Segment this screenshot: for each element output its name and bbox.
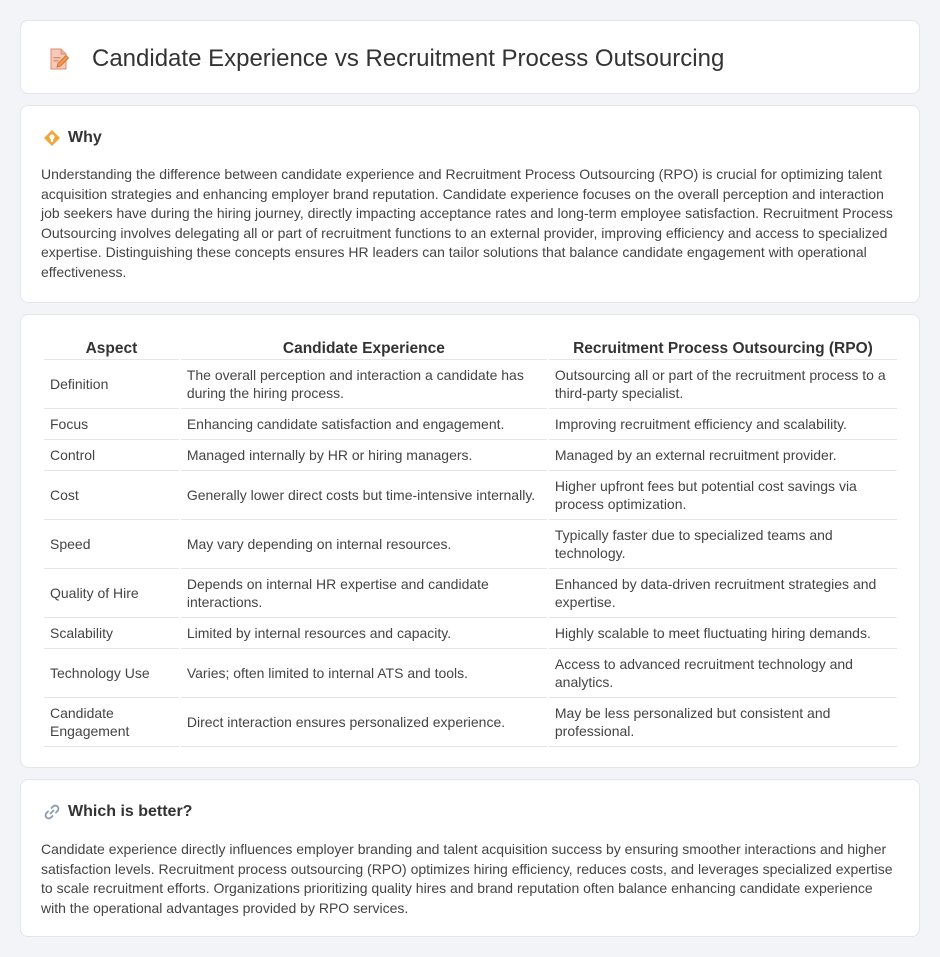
rpo-cell: May be less personalized but consistent and professional.	[549, 698, 897, 747]
aspect-cell: Technology Use	[44, 649, 179, 698]
link-icon	[43, 803, 61, 821]
rpo-cell: Improving recruitment efficiency and scalability.	[549, 409, 897, 440]
candidate-experience-cell: Varies; often limited to internal ATS and tools.	[181, 649, 547, 698]
rpo-cell: Highly scalable to meet fluctuating hiring demands.	[549, 618, 897, 649]
table-row	[44, 409, 897, 440]
rpo-cell: Higher upfront fees but potential cost savings via process optimization.	[549, 471, 897, 520]
rpo-cell: Access to advanced recruitment technology and analytics.	[549, 649, 897, 698]
why-heading-row	[43, 128, 102, 148]
aspect-cell: Focus	[44, 409, 179, 440]
aspect-cell: Quality of Hire	[44, 569, 179, 618]
table-row	[44, 649, 897, 698]
column-header-rpo: Recruitment Process Outsourcing (RPO)	[549, 331, 897, 360]
better-heading: Which is better?	[68, 803, 193, 820]
better-heading-row	[43, 802, 192, 822]
comparison-table-card	[20, 314, 920, 768]
candidate-experience-cell: Depends on internal HR expertise and candidate interactions.	[181, 569, 547, 618]
table-row	[44, 618, 897, 649]
why-text: Understanding the difference between candidate experience and Recruitment Process Outsourcing (RPO) is crucial for optimizing talent acquisition strategies and enhancing employer brand reputation. Candidate experience focuses on the overall perception and interaction job seekers have during the hiring journey, directly impacting acceptance rates and long-term employee satisfaction. Recruitment Process Outsourcing involves delegating all or part of recruitment functions to an external provider, improving efficiency and access to specialized expertise. Distinguishing these concepts ensures HR leaders can tailor solutions that balance candidate engagement with operational effectiveness.	[41, 166, 893, 280]
table-row	[44, 440, 897, 471]
candidate-experience-cell: Managed internally by HR or hiring managers.	[181, 440, 547, 471]
title-card	[20, 20, 920, 94]
aspect-cell: Cost	[44, 471, 179, 520]
better-text: Candidate experience directly influences employer branding and talent acquisition success by ensuring smoother interactions and higher satisfaction levels. Recruitment process outsourcing (RPO) optimizes hiring efficiency, reduces costs, and leverages specialized expertise to scale recruitment efforts. Organizations prioritizing quality hires and brand reputation often balance enhancing candidate experience with the operational advantages provided by RPO services.	[41, 841, 893, 916]
table-row	[44, 569, 897, 618]
which-is-better-section	[20, 779, 920, 937]
table-row	[44, 471, 897, 520]
rpo-cell: Typically faster due to specialized teams and technology.	[549, 520, 897, 569]
aspect-cell: Control	[44, 440, 179, 471]
candidate-experience-cell: Limited by internal resources and capacity.	[181, 618, 547, 649]
column-header-aspect: Aspect	[44, 331, 179, 360]
rpo-cell: Enhanced by data-driven recruitment strategies and expertise.	[549, 569, 897, 618]
rpo-cell: Outsourcing all or part of the recruitment process to a third-party specialist.	[549, 360, 897, 409]
rpo-cell: Managed by an external recruitment provider.	[549, 440, 897, 471]
candidate-experience-cell: Enhancing candidate satisfaction and engagement.	[181, 409, 547, 440]
aspect-cell: Speed	[44, 520, 179, 569]
column-header-candidate-experience: Candidate Experience	[181, 331, 547, 360]
candidate-experience-cell: Direct interaction ensures personalized experience.	[181, 698, 547, 747]
aspect-cell: Candidate Engagement	[44, 698, 179, 747]
aspect-cell: Scalability	[44, 618, 179, 649]
page-title: Candidate Experience vs Recruitment Process Outsourcing	[92, 45, 725, 72]
candidate-experience-cell: The overall perception and interaction a candidate has during the hiring process.	[181, 360, 547, 409]
candidate-experience-cell: May vary depending on internal resources.	[181, 520, 547, 569]
table-row	[44, 698, 897, 747]
why-heading: Why	[68, 129, 102, 146]
why-section	[20, 105, 920, 303]
aspect-cell: Definition	[44, 360, 179, 409]
table-row	[44, 520, 897, 569]
table-row	[44, 360, 897, 409]
lightbulb-diamond-icon	[43, 129, 61, 147]
comparison-table	[42, 331, 899, 747]
document-edit-icon	[47, 47, 71, 71]
table-header-row	[44, 331, 897, 360]
candidate-experience-cell: Generally lower direct costs but time-intensive internally.	[181, 471, 547, 520]
